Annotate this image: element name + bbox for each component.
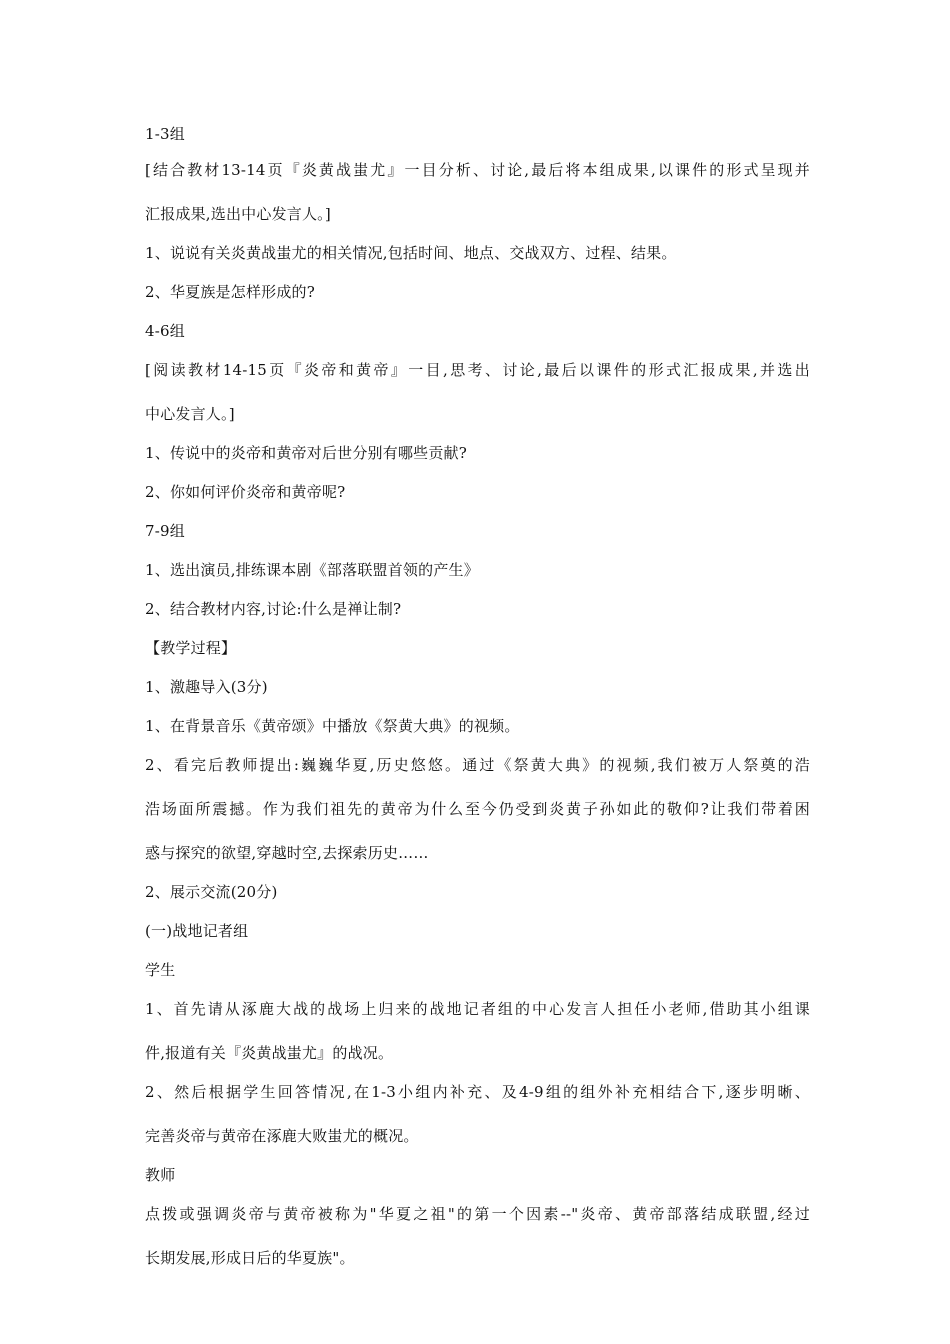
list-item: 2、你如何评价炎帝和黄帝呢? [145,483,346,501]
subsection-heading: (一)战地记者组 [145,922,249,940]
paragraph-line: 汇报成果,选出中心发言人。] [145,205,331,223]
paragraph-line: [结合教材13-14页『炎黄战蚩尤』一目分析、讨论,最后将本组成果,以课件的形式呈现并 [145,161,810,179]
paragraph-line: 2、看完后教师提出:巍巍华夏,历史悠悠。通过《祭黄大典》的视频,我们被万人祭奠的浩 [145,756,810,774]
paragraph-line: 惑与探究的欲望,穿越时空,去探索历史…… [145,844,429,862]
step-heading: 1、激趣导入(3分) [145,678,268,696]
paragraph-line: 中心发言人。] [145,405,235,423]
paragraph-line: 2、然后根据学生回答情况,在1-3小组内补充、及4-9组的组外补充相结合下,逐步明晰、 [145,1083,810,1101]
section-heading: 【教学过程】 [145,639,237,657]
list-item: 1、选出演员,排练课本剧《部落联盟首领的产生》 [145,561,479,579]
role-label-student: 学生 [145,961,176,979]
step-heading: 2、展示交流(20分) [145,883,278,901]
group-heading-4-6: 4-6组 [145,322,185,340]
group-heading-1-3: 1-3组 [145,125,185,143]
list-item: 1、传说中的炎帝和黄帝对后世分别有哪些贡献? [145,444,467,462]
paragraph-line: 1、首先请从涿鹿大战的战场上归来的战地记者组的中心发言人担任小老师,借助其小组课 [145,1000,810,1018]
document-body [145,124,810,1268]
paragraph-line: 长期发展,形成日后的华夏族"。 [145,1249,355,1267]
list-item: 2、华夏族是怎样形成的? [145,283,315,301]
group-heading-7-9: 7-9组 [145,522,185,540]
paragraph-line: [阅读教材14-15页『炎帝和黄帝』一目,思考、讨论,最后以课件的形式汇报成果,并选出 [145,361,810,379]
list-item: 1、在背景音乐《黄帝颂》中播放《祭黄大典》的视频。 [145,717,520,735]
role-label-teacher: 教师 [145,1166,176,1184]
paragraph-line: 点拨或强调炎帝与黄帝被称为"华夏之祖"的第一个因素--"炎帝、黄帝部落结成联盟,经过 [145,1205,810,1223]
paragraph-line: 浩场面所震撼。作为我们祖先的黄帝为什么至今仍受到炎黄子孙如此的敬仰?让我们带着困 [145,800,810,818]
list-item: 2、结合教材内容,讨论:什么是禅让制? [145,600,402,618]
list-item: 1、说说有关炎黄战蚩尤的相关情况,包括时间、地点、交战双方、过程、结果。 [145,244,677,262]
paragraph-line: 完善炎帝与黄帝在涿鹿大败蚩尤的概况。 [145,1127,419,1145]
paragraph-line: 件,报道有关『炎黄战蚩尤』的战况。 [145,1044,394,1062]
